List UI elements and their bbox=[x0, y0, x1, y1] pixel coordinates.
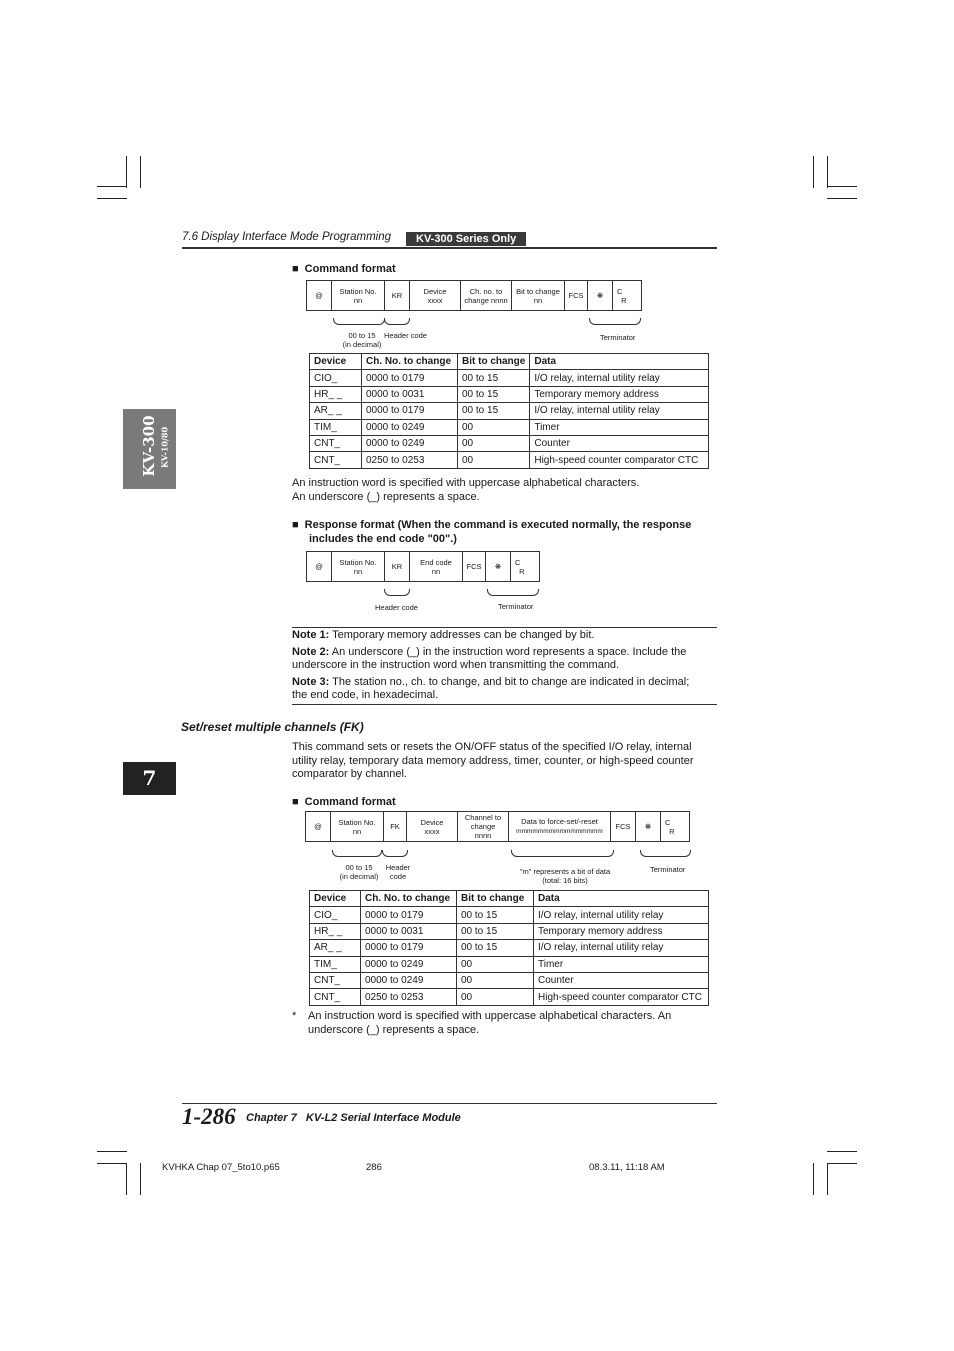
crop-mark bbox=[126, 156, 127, 188]
table-cell: Temporary memory address bbox=[530, 386, 709, 402]
brace bbox=[382, 850, 408, 857]
table-row bbox=[310, 386, 709, 402]
fmt-cell: End code nn bbox=[410, 552, 463, 582]
table-row bbox=[310, 923, 709, 939]
table-cell: AR_ _ bbox=[310, 403, 362, 419]
crop-mark bbox=[827, 198, 857, 199]
crop-mark bbox=[813, 156, 814, 188]
table-cell: I/O relay, internal utility relay bbox=[530, 403, 709, 419]
print-page: 286 bbox=[366, 1162, 382, 1173]
brace bbox=[511, 850, 614, 857]
table-cell: 00 bbox=[457, 956, 534, 972]
crop-mark bbox=[97, 198, 127, 199]
data-bits-note: "m" represents a bit of data (total: 16 bits) bbox=[519, 867, 611, 885]
section-header: 7.6 Display Interface Mode Programming bbox=[182, 231, 392, 243]
table-row bbox=[310, 419, 709, 435]
table-cell: CNT_ bbox=[310, 972, 361, 988]
table-cell: 00 to 15 bbox=[457, 923, 534, 939]
table-cell: 0250 to 0253 bbox=[361, 989, 457, 1005]
table-cell: CNT_ bbox=[310, 989, 361, 1005]
header-rule bbox=[182, 247, 717, 249]
brace bbox=[333, 318, 385, 325]
response-format-heading: ■ Response format (When the command is executed normally, the response includes the end code "00".) bbox=[292, 519, 692, 545]
table-row bbox=[310, 989, 709, 1005]
table-cell: 0000 to 0249 bbox=[361, 956, 457, 972]
crop-mark bbox=[827, 186, 857, 187]
table-row bbox=[310, 452, 709, 468]
table-row bbox=[310, 403, 709, 419]
fmt-cell: ❋ bbox=[486, 552, 511, 582]
crop-mark bbox=[97, 1151, 127, 1152]
table-header-row bbox=[310, 354, 709, 370]
crop-mark bbox=[827, 1163, 828, 1195]
fk-device-table bbox=[309, 890, 709, 1006]
fmt-cell: Station No. nn bbox=[332, 281, 385, 311]
fmt-cell: C R bbox=[661, 812, 690, 842]
kr-device-table bbox=[309, 353, 709, 469]
fmt-cell: @ bbox=[306, 812, 331, 842]
note-2: Note 2: An underscore (_) in the instruction word represents a space. Include the underscore in the instruction word when transmitting the command. bbox=[292, 645, 687, 671]
series-badge: KV-300 Series Only bbox=[406, 232, 526, 246]
crop-mark bbox=[827, 1163, 857, 1164]
table-header-cell: Data bbox=[534, 891, 709, 907]
table-cell: 00 to 15 bbox=[458, 386, 530, 402]
notes-top-rule bbox=[292, 627, 717, 628]
table-header-cell: Device bbox=[310, 891, 361, 907]
fmt-cell: Channel to change nnnn bbox=[458, 812, 509, 842]
crop-mark bbox=[97, 1163, 127, 1164]
footer-chapter: Chapter 7 KV-L2 Serial Interface Module bbox=[246, 1112, 461, 1124]
fmt-cell: Data to force-set/-reset mmmmmmmmmmmmmmmm bbox=[509, 812, 611, 842]
terminator-label: Terminator bbox=[600, 333, 636, 342]
table-header-cell: Bit to change bbox=[458, 354, 530, 370]
table-cell: High-speed counter comparator CTC bbox=[534, 989, 709, 1005]
fmt-cell: FCS bbox=[565, 281, 588, 311]
table-row bbox=[310, 940, 709, 956]
table-header-cell: Bit to change bbox=[457, 891, 534, 907]
table-header-cell: Ch. No. to change bbox=[362, 354, 458, 370]
table-cell: 00 bbox=[457, 972, 534, 988]
table-cell: 00 bbox=[458, 435, 530, 451]
table-cell: CNT_ bbox=[310, 452, 362, 468]
brace bbox=[640, 850, 691, 857]
footnote-text: An instruction word is specified with uppercase alphabetical characters. An underscore (_) represents a space. bbox=[308, 1010, 672, 1036]
fk-command-format-diagram bbox=[305, 811, 690, 842]
fmt-cell: FCS bbox=[463, 552, 486, 582]
table-cell: AR_ _ bbox=[310, 940, 361, 956]
table-cell: 0000 to 0179 bbox=[361, 940, 457, 956]
table-cell: Timer bbox=[534, 956, 709, 972]
brace bbox=[332, 850, 382, 857]
fmt-cell: Device xxxx bbox=[407, 812, 458, 842]
table-cell: 00 to 15 bbox=[458, 370, 530, 386]
table-cell: 0000 to 0179 bbox=[362, 370, 458, 386]
fmt-cell: C R bbox=[511, 552, 540, 582]
brace bbox=[589, 318, 641, 325]
fk-section-title: Set/reset multiple channels (FK) bbox=[181, 720, 364, 734]
table-cell: 0250 to 0253 bbox=[362, 452, 458, 468]
fmt-cell: Bit to change nn bbox=[512, 281, 565, 311]
chapter-box: 7 bbox=[123, 762, 176, 795]
table-cell: CIO_ bbox=[310, 370, 362, 386]
print-file-name: KVHKA Chap 07_5to10.p65 bbox=[162, 1162, 280, 1173]
table-row bbox=[310, 972, 709, 988]
fmt-cell: Station No. nn bbox=[331, 812, 384, 842]
table-cell: HR_ _ bbox=[310, 386, 362, 402]
note-1: Note 1: Temporary memory addresses can be changed by bit. bbox=[292, 629, 595, 641]
fmt-cell: FCS bbox=[611, 812, 636, 842]
fmt-cell: KR bbox=[385, 281, 410, 311]
crop-mark bbox=[140, 156, 141, 188]
command-format-heading: ■ Command format bbox=[292, 796, 396, 808]
fmt-cell: ❋ bbox=[636, 812, 661, 842]
crop-mark bbox=[140, 1163, 141, 1195]
table-cell: Temporary memory address bbox=[534, 923, 709, 939]
side-tab-subtitle: KV-10/80 bbox=[159, 426, 170, 469]
brace bbox=[384, 589, 410, 596]
table-cell: CIO_ bbox=[310, 907, 361, 923]
station-range-label: 00 to 15 (in decimal) bbox=[342, 331, 382, 349]
kr-response-format-diagram bbox=[306, 551, 540, 582]
brace bbox=[487, 589, 539, 596]
fmt-cell: Ch. no. to change nnnn bbox=[461, 281, 512, 311]
footer-rule bbox=[182, 1103, 717, 1104]
table-cell: 0000 to 0179 bbox=[361, 907, 457, 923]
table-cell: Counter bbox=[534, 972, 709, 988]
print-timestamp: 08.3.11, 11:18 AM bbox=[589, 1162, 665, 1173]
header-code-label: Header code bbox=[384, 331, 427, 340]
footnote-mark: * bbox=[292, 1010, 297, 1022]
kr-paragraph: An instruction word is specified with uppercase alphabetical characters. An underscore (_) represents a space. bbox=[292, 477, 640, 503]
table-cell: I/O relay, internal utility relay bbox=[530, 370, 709, 386]
fmt-cell: Device xxxx bbox=[410, 281, 461, 311]
notes-bottom-rule bbox=[292, 704, 717, 705]
table-cell: 00 bbox=[457, 989, 534, 1005]
table-cell: TIM_ bbox=[310, 419, 362, 435]
fmt-cell: FK bbox=[384, 812, 407, 842]
crop-mark bbox=[827, 156, 828, 188]
table-cell: CNT_ bbox=[310, 435, 362, 451]
table-header-row bbox=[310, 891, 709, 907]
table-row bbox=[310, 435, 709, 451]
command-format-heading: ■ Command format bbox=[292, 263, 396, 275]
brace bbox=[384, 318, 410, 325]
table-cell: HR_ _ bbox=[310, 923, 361, 939]
table-cell: Counter bbox=[530, 435, 709, 451]
table-header-cell: Device bbox=[310, 354, 362, 370]
side-tab bbox=[123, 409, 176, 489]
table-cell: Timer bbox=[530, 419, 709, 435]
crop-mark bbox=[126, 1163, 127, 1195]
table-header-cell: Ch. No. to change bbox=[361, 891, 457, 907]
table-cell: 00 bbox=[458, 452, 530, 468]
table-row bbox=[310, 370, 709, 386]
table-header-cell: Data bbox=[530, 354, 709, 370]
table-cell: 00 to 15 bbox=[457, 907, 534, 923]
page-number: 1-286 bbox=[182, 1104, 236, 1129]
table-cell: 0000 to 0249 bbox=[361, 972, 457, 988]
terminator-label: Terminator bbox=[498, 602, 534, 611]
table-cell: High-speed counter comparator CTC bbox=[530, 452, 709, 468]
table-cell: I/O relay, internal utility relay bbox=[534, 907, 709, 923]
table-cell: 0000 to 0179 bbox=[362, 403, 458, 419]
table-cell: 00 to 15 bbox=[458, 403, 530, 419]
station-range-label: 00 to 15 (in decimal) bbox=[339, 863, 379, 881]
terminator-label: Terminator bbox=[650, 865, 686, 874]
fmt-cell: KR bbox=[385, 552, 410, 582]
table-row bbox=[310, 956, 709, 972]
crop-mark bbox=[813, 1163, 814, 1195]
notes-block bbox=[292, 629, 717, 703]
fmt-cell: @ bbox=[307, 281, 332, 311]
table-cell: 00 bbox=[458, 419, 530, 435]
crop-mark bbox=[97, 186, 127, 187]
table-cell: TIM_ bbox=[310, 956, 361, 972]
table-cell: I/O relay, internal utility relay bbox=[534, 940, 709, 956]
header-code-label: Header code bbox=[385, 863, 411, 881]
fk-description: This command sets or resets the ON/OFF status of the specified I/O relay, internal utility relay, temporary data memory address, timer, counter, or high-speed counter comparator by channel. bbox=[292, 741, 694, 780]
fmt-cell: ❋ bbox=[588, 281, 613, 311]
table-cell: 0000 to 0249 bbox=[362, 435, 458, 451]
side-tab-title: KV-300 bbox=[140, 415, 158, 477]
fmt-cell: C R bbox=[613, 281, 642, 311]
kr-command-format-diagram bbox=[306, 280, 642, 311]
table-cell: 0000 to 0031 bbox=[362, 386, 458, 402]
table-cell: 0000 to 0031 bbox=[361, 923, 457, 939]
header-code-label: Header code bbox=[375, 603, 418, 612]
fmt-cell: @ bbox=[307, 552, 332, 582]
fmt-cell: Station No. nn bbox=[332, 552, 385, 582]
table-cell: 0000 to 0249 bbox=[362, 419, 458, 435]
table-row bbox=[310, 907, 709, 923]
table-cell: 00 to 15 bbox=[457, 940, 534, 956]
crop-mark bbox=[827, 1151, 857, 1152]
note-3: Note 3: The station no., ch. to change, and bit to change are indicated in decimal; the end code, in hexadecimal. bbox=[292, 675, 690, 701]
